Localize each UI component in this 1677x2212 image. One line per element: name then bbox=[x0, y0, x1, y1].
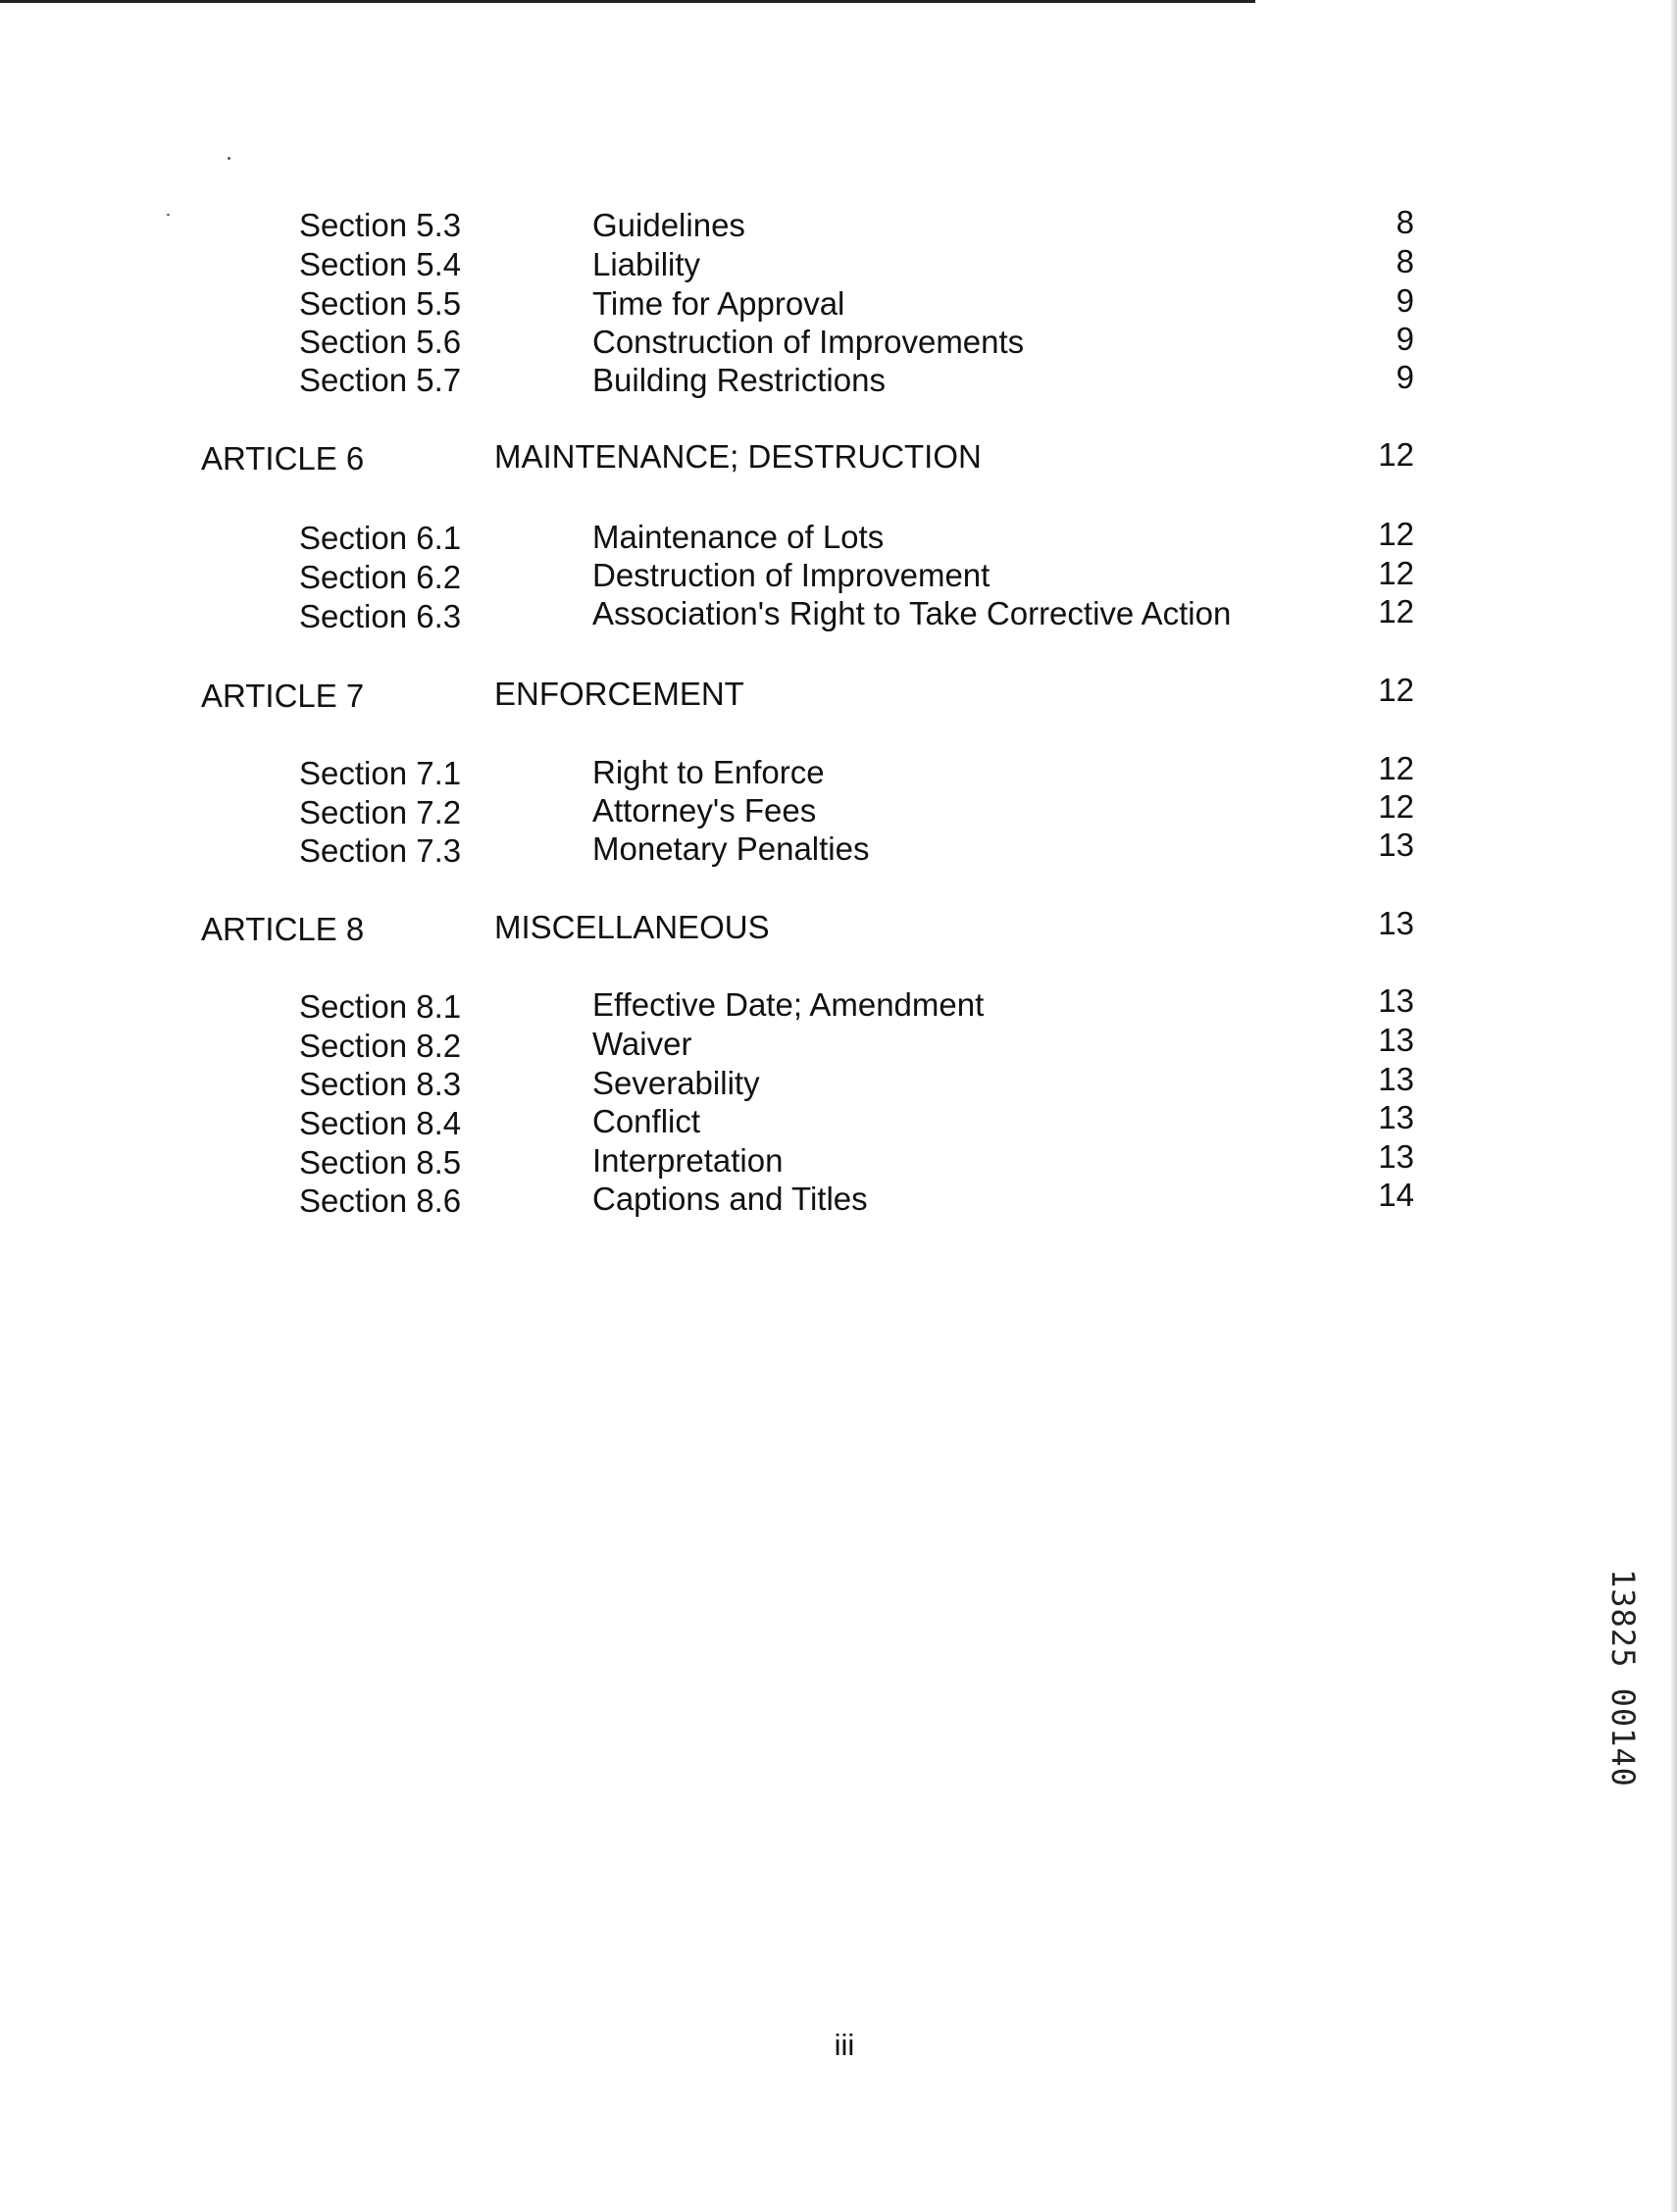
section-number: Section 8.6 bbox=[299, 1182, 462, 1219]
section-title: Time for Approval bbox=[592, 285, 845, 322]
section-number: Section 8.4 bbox=[299, 1105, 462, 1141]
article-title: ENFORCEMENT bbox=[494, 676, 744, 712]
section-number: Section 8.2 bbox=[299, 1028, 462, 1064]
section-title: Building Restrictions bbox=[592, 362, 886, 398]
section-title: Monetary Penalties bbox=[592, 830, 870, 867]
page-ref: 13 bbox=[1378, 982, 1414, 1019]
section-title: Conflict bbox=[592, 1103, 701, 1139]
page-ref: 9 bbox=[1396, 359, 1414, 395]
section-number: Section 5.5 bbox=[299, 285, 462, 322]
section-number: Section 5.4 bbox=[299, 246, 462, 282]
page-ref: 9 bbox=[1396, 321, 1414, 357]
section-number: Section 5.7 bbox=[299, 362, 462, 398]
section-title: Interpretation bbox=[592, 1142, 784, 1179]
page-ref: 13 bbox=[1378, 827, 1414, 863]
page-ref: 12 bbox=[1378, 555, 1414, 591]
section-title: Construction of Improvements bbox=[592, 324, 1025, 360]
article-title: MAINTENANCE; DESTRUCTION bbox=[494, 438, 982, 475]
page-ref: 12 bbox=[1378, 788, 1414, 825]
article-label: ARTICLE 7 bbox=[201, 678, 365, 714]
section-number: Section 7.3 bbox=[299, 832, 462, 869]
section-title: Maintenance of Lots bbox=[592, 519, 885, 555]
section-number: Section 6.3 bbox=[299, 598, 462, 634]
section-number: Section 7.1 bbox=[299, 755, 462, 791]
page-ref: 12 bbox=[1378, 593, 1414, 629]
section-number: Section 8.5 bbox=[299, 1144, 462, 1181]
bates-stamp bbox=[1594, 1569, 1652, 1834]
section-number: Section 6.1 bbox=[299, 520, 462, 556]
section-title: Liability bbox=[592, 246, 701, 282]
section-title: Captions and Titles bbox=[592, 1181, 868, 1217]
page-ref: 12 bbox=[1378, 436, 1414, 473]
page-ref: 13 bbox=[1378, 905, 1414, 941]
section-title: Waiver bbox=[592, 1026, 692, 1062]
section-number: Section 5.3 bbox=[299, 207, 462, 243]
page-number: iii bbox=[834, 2028, 855, 2062]
page-ref: 12 bbox=[1378, 750, 1414, 786]
section-title: Association's Right to Take Corrective Action bbox=[592, 595, 1232, 631]
page-ref: 13 bbox=[1378, 1061, 1414, 1097]
section-title: Guidelines bbox=[592, 207, 745, 243]
page-ref: 8 bbox=[1396, 204, 1414, 240]
section-number: Section 8.1 bbox=[299, 988, 462, 1025]
page-ref: 13 bbox=[1378, 1138, 1414, 1175]
section-title: Attorney's Fees bbox=[592, 792, 817, 829]
section-number: Section 5.6 bbox=[299, 324, 462, 360]
section-title: Right to Enforce bbox=[592, 754, 825, 790]
section-number: Section 7.2 bbox=[299, 794, 462, 830]
page-ref: 9 bbox=[1396, 282, 1414, 319]
section-title: Severability bbox=[592, 1065, 760, 1101]
section-title: Destruction of Improvement bbox=[592, 557, 991, 593]
article-label: ARTICLE 8 bbox=[201, 911, 365, 947]
section-number: Section 8.3 bbox=[299, 1066, 462, 1102]
article-label: ARTICLE 6 bbox=[201, 440, 365, 477]
section-number: Section 6.2 bbox=[299, 559, 462, 595]
page-ref: 12 bbox=[1378, 672, 1414, 708]
section-title: Effective Date; Amendment bbox=[592, 986, 985, 1023]
article-title: MISCELLANEOUS bbox=[494, 909, 770, 945]
page-ref: 13 bbox=[1378, 1099, 1414, 1135]
bates-number: 13825 00140 bbox=[1604, 1569, 1642, 1787]
page-ref: 13 bbox=[1378, 1022, 1414, 1058]
page-ref: 14 bbox=[1378, 1177, 1414, 1213]
page-ref: 12 bbox=[1378, 516, 1414, 552]
page-ref: 8 bbox=[1396, 243, 1414, 279]
